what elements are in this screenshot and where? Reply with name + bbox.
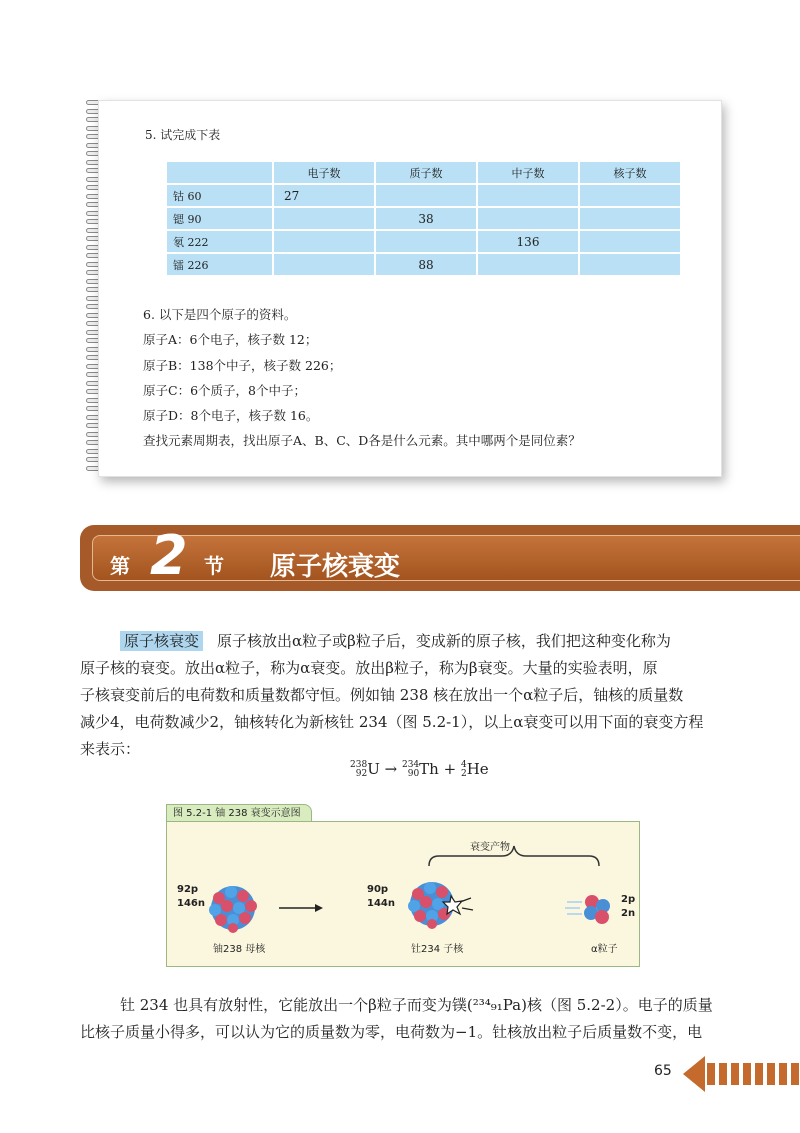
exercise-6: [143, 302, 581, 454]
table-cell: [376, 231, 476, 254]
table-header-row: [167, 162, 680, 185]
parent-neutrons: 146n: [177, 898, 205, 909]
daughter-protons: 90p: [367, 884, 389, 895]
decay-arrowhead: [315, 904, 323, 912]
exercise-5-title: 5. 试完成下表: [145, 128, 221, 142]
paragraph-line: 原子核的衰变。放出α粒子，称为α衰变。放出β粒子，称为β衰变。大量的实验表明，原: [80, 659, 658, 677]
row-label: 氡 222: [167, 231, 272, 254]
thorium-nucleus: [408, 882, 473, 929]
exercise-6-line: 原子A：6个电子，核子数 12；: [143, 332, 318, 348]
th-symbol: Th: [419, 760, 439, 778]
plus-sign: +: [443, 760, 457, 778]
table-row: [167, 185, 680, 208]
figure-caption: 图 5.2-1 铀 238 衰变示意图: [166, 804, 312, 822]
exercise-table: [165, 162, 682, 277]
parent-protons: 92p: [177, 884, 199, 895]
parent-label: 铀238 母核: [213, 944, 266, 955]
u-mass-number: 238: [350, 760, 368, 770]
paragraph-line: 减少4，电荷数减少2，铀核转化为新核钍 234（图 5.2-1），以上α衰变可以用下面的衰变方程: [80, 713, 704, 731]
he-symbol: He: [466, 760, 489, 778]
table-cell: [580, 185, 680, 208]
exercise-6-line: 原子C：6个质子，8个中子；: [143, 382, 306, 398]
section-prefix: 第: [110, 554, 130, 578]
table-corner: [167, 162, 272, 185]
th-atomic-number: 90: [407, 769, 420, 779]
reaction-arrow: →: [384, 760, 398, 778]
table-cell: [580, 231, 680, 254]
paragraph-line: 子核衰变前后的电荷数和质量数都守恒。例如铀 238 核在放出一个α粒子后，铀核的质量数: [80, 686, 684, 704]
page-arrow-icon: [683, 1056, 800, 1092]
section-number: 2: [150, 524, 188, 587]
table-cell: [478, 185, 578, 208]
daughter-neutrons: 144n: [367, 898, 395, 909]
exercise-6-line: 6. 以下是四个原子的资料。: [143, 307, 297, 322]
alpha-label: α粒子: [591, 944, 618, 955]
keyword-highlight: 原子核衰变: [120, 631, 203, 651]
table-row: [167, 208, 680, 231]
u-symbol: U: [367, 760, 380, 778]
table-cell: [580, 254, 680, 277]
table-cell: 38: [376, 208, 476, 231]
products-label: 衰变产物: [470, 842, 510, 853]
he-atomic-number: 2: [460, 769, 467, 779]
table-cell: [580, 208, 680, 231]
page-number: 65: [654, 1063, 672, 1079]
paragraph-line: 钍 234 也具有放射性，它能放出一个β粒子而变为镤(²³⁴₉₁Pa)核（图 5.2-2）。电子的质量: [120, 996, 713, 1014]
u-atomic-number: 92: [355, 769, 368, 779]
row-label: 钴 60: [167, 185, 272, 208]
table-cell: [274, 208, 374, 231]
exercise-6-line: 原子B：138个中子，核子数 226；: [143, 357, 342, 373]
row-label: 镭 226: [167, 254, 272, 277]
table-cell: [478, 208, 578, 231]
products-brace: [429, 846, 599, 866]
paragraph-thorium: [80, 992, 730, 1046]
figure-box: [166, 821, 640, 967]
table-cell: 136: [478, 231, 578, 254]
paragraph-line: 来表示：: [80, 740, 141, 758]
table-row: [167, 254, 680, 277]
table-header: 质子数: [376, 162, 476, 185]
alpha-neutrons: 2n: [621, 908, 636, 919]
paragraph-line: 比核子质量小得多，可以认为它的质量数为零，电荷数为−1。钍核放出粒子后质量数不变，电: [80, 1023, 703, 1041]
section-title: 原子核衰变: [270, 552, 401, 582]
he-mass-number: 4: [460, 760, 467, 770]
table-cell: [376, 185, 476, 208]
table-header: 电子数: [274, 162, 374, 185]
decay-equation: [350, 760, 489, 779]
table-header: 中子数: [478, 162, 578, 185]
paragraph-decay: [80, 628, 730, 763]
row-label: 锶 90: [167, 208, 272, 231]
exercise-6-line: 查找元素周期表，找出原子A、B、C、D各是什么元素。其中哪两个是同位素？: [143, 433, 581, 449]
section-suffix: 节: [204, 554, 224, 578]
table-cell: 27: [274, 185, 374, 208]
figure-uranium-decay: [166, 804, 638, 966]
uranium-nucleus: [209, 886, 257, 933]
th-mass-number: 234: [401, 760, 420, 770]
exercise-6-line: 原子D：8个电子，核子数 16。: [143, 408, 319, 424]
table-cell: [274, 231, 374, 254]
daughter-label: 钍234 子核: [411, 944, 464, 955]
alpha-protons: 2p: [621, 894, 636, 905]
paragraph-line: 原子核放出α粒子或β粒子后，变成新的原子核，我们把这种变化称为: [217, 632, 671, 650]
table-cell: [274, 254, 374, 277]
table-cell: 88: [376, 254, 476, 277]
section-banner: [80, 525, 800, 591]
table-header: 核子数: [580, 162, 680, 185]
table-cell: [478, 254, 578, 277]
table-row: [167, 231, 680, 254]
alpha-particle: [565, 895, 610, 924]
